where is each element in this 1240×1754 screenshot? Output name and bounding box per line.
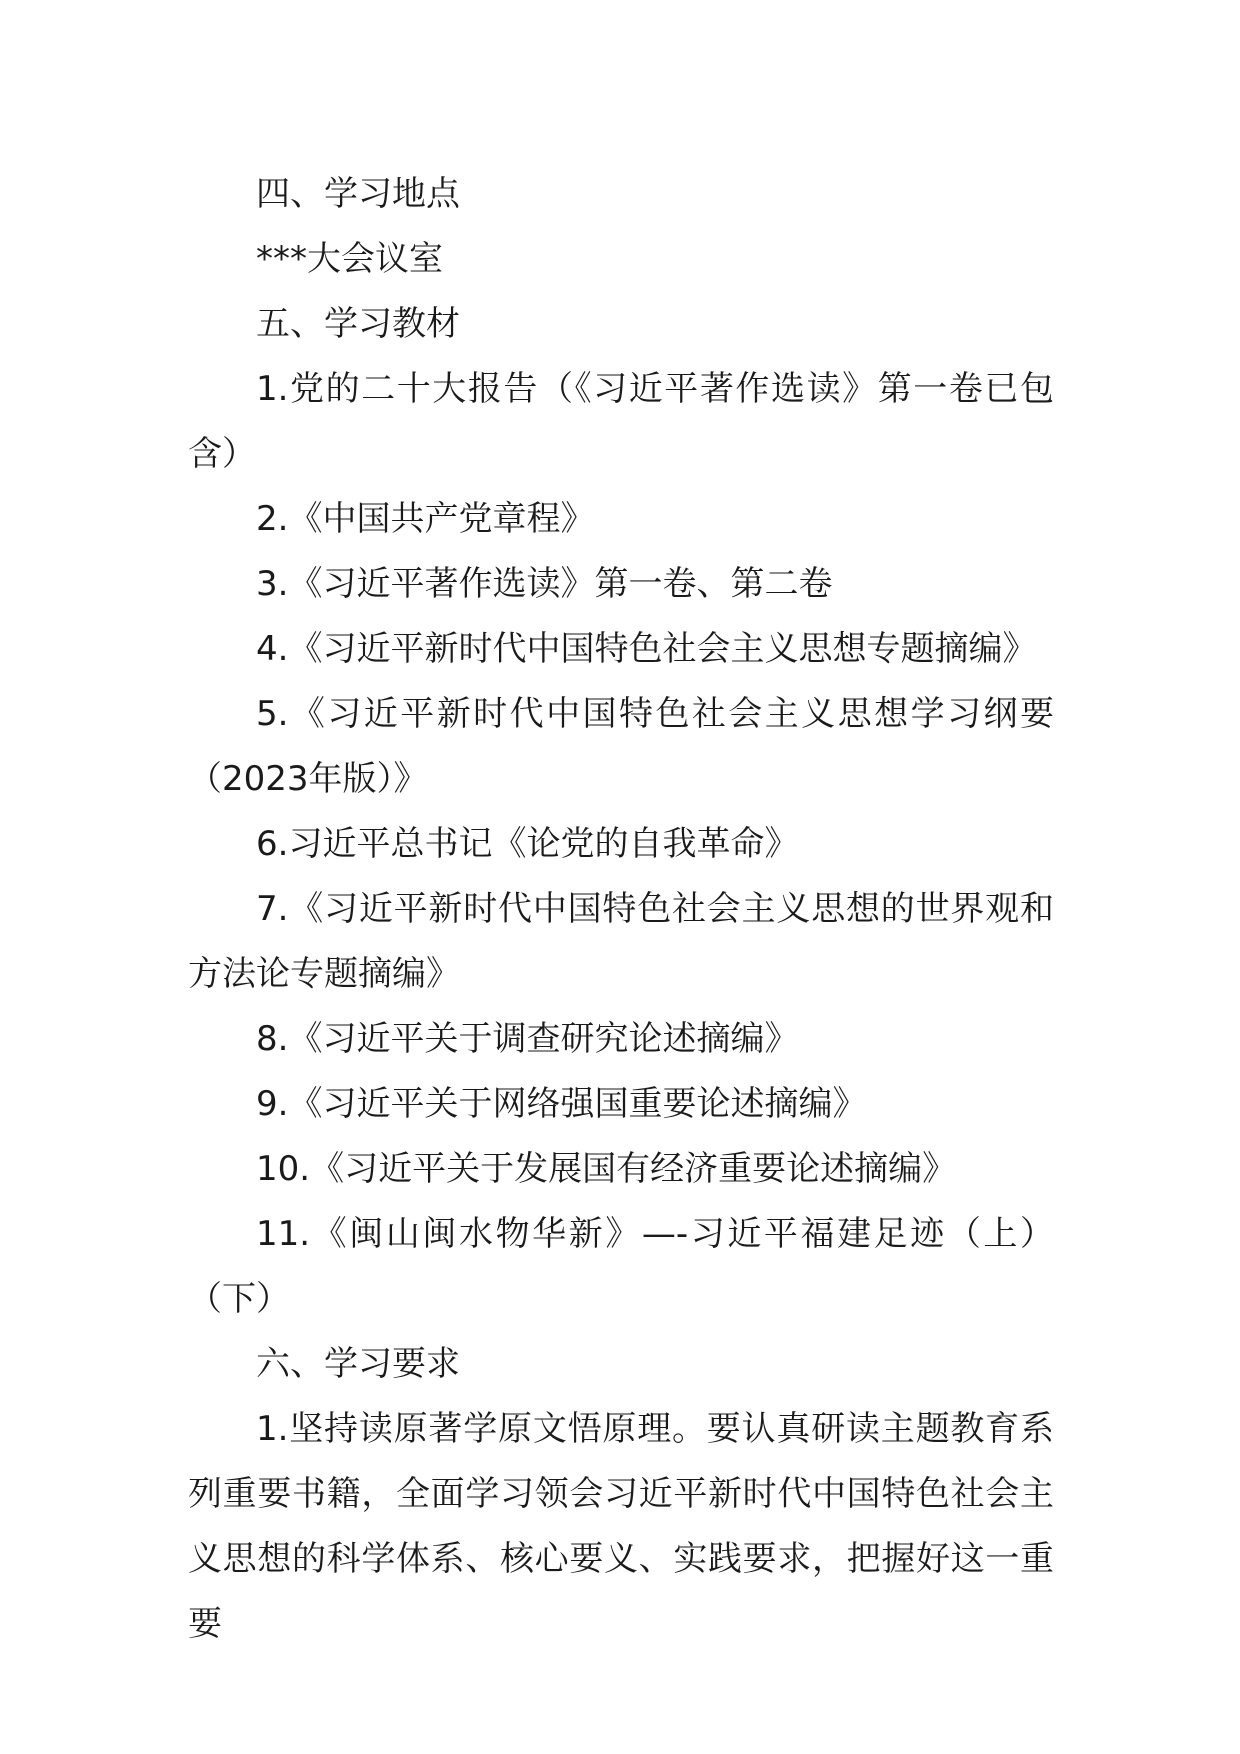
material-item-11: 11.《闽山闽水物华新》—-习近平福建足迹（上）（下） <box>188 1214 1054 1319</box>
material-item-7: 7.《习近平新时代中国特色社会主义思想的世界观和方法论专题摘编》 <box>188 889 1054 994</box>
material-item-6: 6.习近平总书记《论党的自我革命》 <box>256 824 799 864</box>
material-item-2: 2.《中国共产党章程》 <box>256 499 595 539</box>
material-item-10: 10.《习近平关于发展国有经济重要论述摘编》 <box>256 1149 957 1189</box>
heading-study-location: 四、学习地点 <box>256 174 460 214</box>
document-body <box>188 162 1054 1657</box>
material-item-9: 9.《习近平关于网络强国重要论述摘编》 <box>256 1084 867 1124</box>
material-item-5: 5.《习近平新时代中国特色社会主义思想学习纲要（2023年版）》 <box>188 694 1054 799</box>
paragraph-location: ***大会议室 <box>256 239 443 279</box>
material-item-8: 8.《习近平关于调查研究论述摘编》 <box>256 1019 799 1059</box>
material-item-3: 3.《习近平著作选读》第一卷、第二卷 <box>256 564 833 604</box>
material-item-4: 4.《习近平新时代中国特色社会主义思想专题摘编》 <box>256 629 1037 669</box>
heading-study-materials: 五、学习教材 <box>256 304 460 344</box>
heading-study-requirements: 六、学习要求 <box>256 1344 460 1384</box>
material-item-1: 1.党的二十大报告（《习近平著作选读》第一卷已包含） <box>188 369 1054 474</box>
requirement-item-1: 1.坚持读原著学原文悟原理。要认真研读主题教育系列重要书籍，全面学习领会习近平新时代中国特色社会主义思想的科学体系、核心要义、实践要求，把握好这一重要 <box>188 1409 1054 1644</box>
